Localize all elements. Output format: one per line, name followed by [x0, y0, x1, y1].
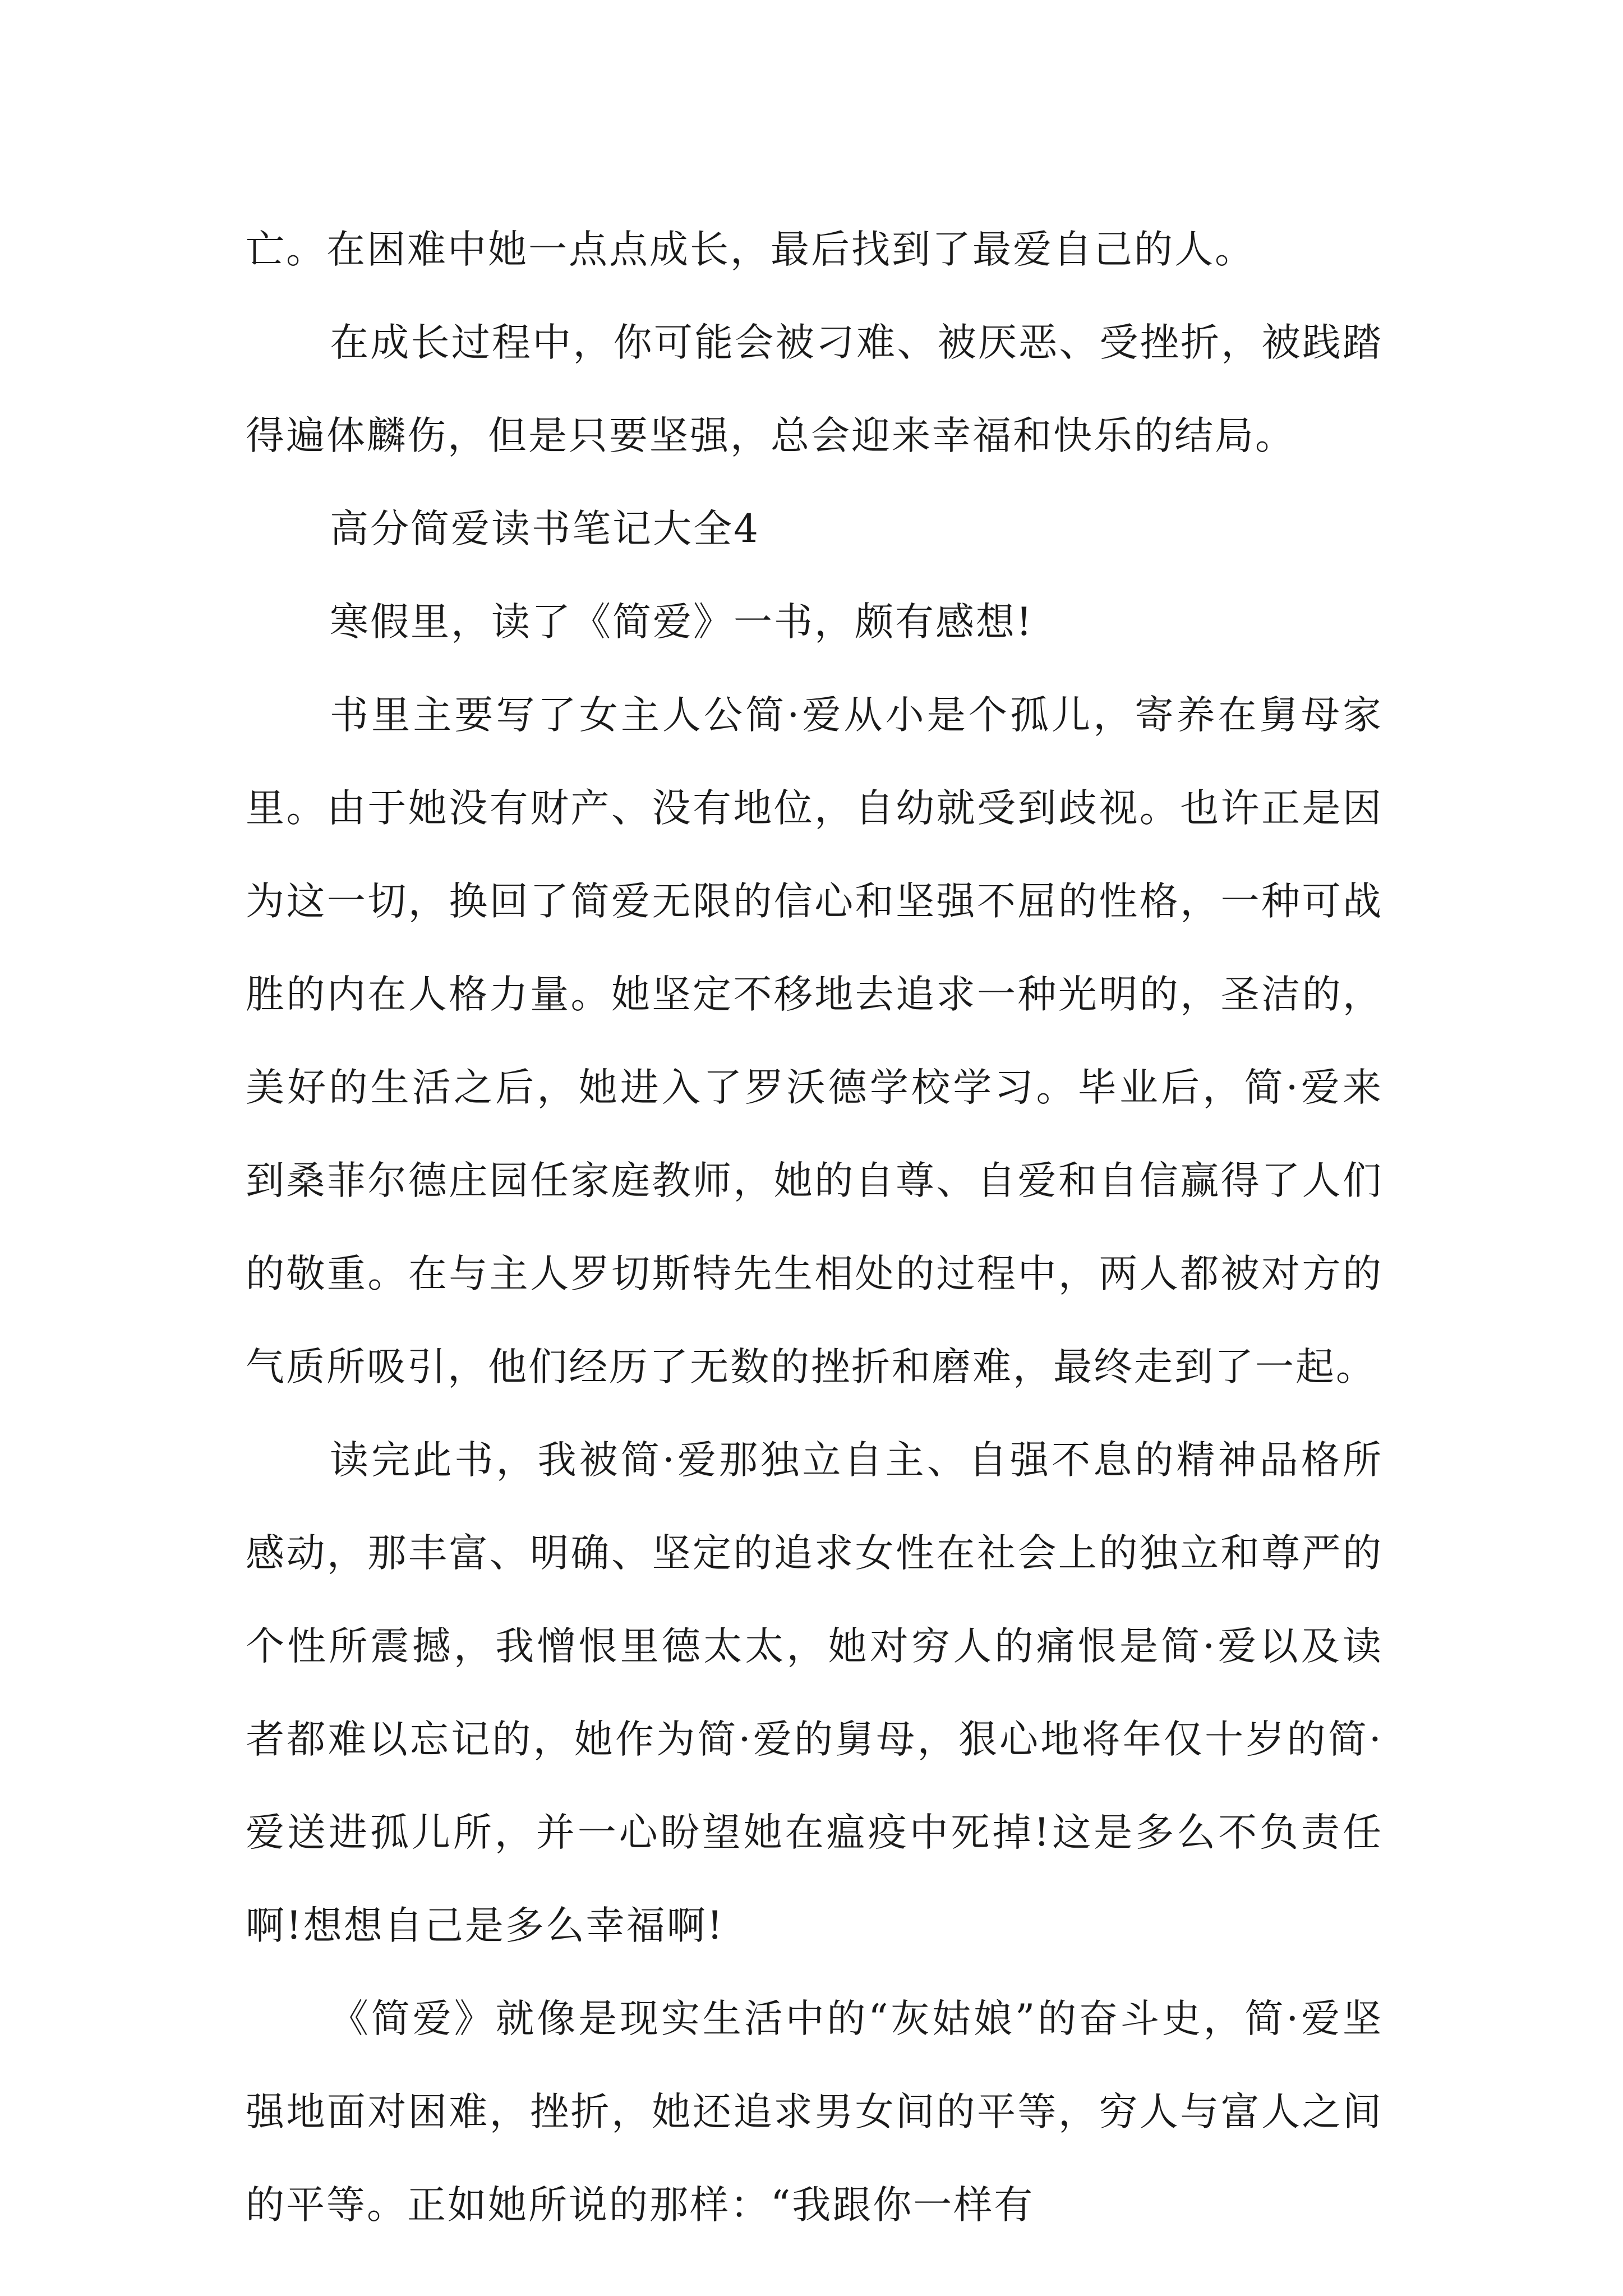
- document-body: [246, 203, 1383, 2252]
- paragraph-2: 在成长过程中，你可能会被刁难、被厌恶、受挫折，被践踏得遍体麟伤，但是只要坚强，总会迎来幸福和快乐的结局。: [246, 320, 1383, 458]
- paragraph-3: 寒假里，读了《简爱》一书，颇有感想!: [330, 600, 1034, 645]
- paragraph-4: 书里主要写了女主人公简·爱从小是个孤儿，寄养在舅母家里。由于她没有财产、没有地位，自幼就受到歧视。也许正是因为这一切，换回了简爱无限的信心和坚强不屈的性格，一种可战胜的内在人格力量。她坚定不移地去追求一种光明的，圣洁的，美好的生活之后，她进入了罗沃德学校学习。毕业后，简·爱来到桑菲尔德庄园任家庭教师，她的自尊、自爱和自信赢得了人们的敬重。在与主人罗切斯特先生相处的过程中，两人都被对方的气质所吸引，他们经历了无数的挫折和磨难，最终走到了一起。: [246, 693, 1383, 1389]
- paragraph-6: 《简爱》就像是现实生活中的“灰姑娘”的奋斗史，简·爱坚强地面对困难，挫折，她还追求男女间的平等，穷人与富人之间的平等。正如她所说的那样：“我跟你一样有: [246, 1996, 1383, 2228]
- paragraph-5: 读完此书，我被简·爱那独立自主、自强不息的精神品格所感动，那丰富、明确、坚定的追求女性在社会上的独立和尊严的个性所震撼，我憎恨里德太太，她对穷人的痛恨是简·爱以及读者都难以忘记的，她作为简·爱的舅母，狠心地将年仅十岁的简·爱送进孤儿所，并一心盼望她在瘟疫中死掉!这是多么不负责任啊!想想自己是多么幸福啊!: [246, 1438, 1383, 1948]
- section-heading: 高分简爱读书笔记大全4: [330, 507, 760, 551]
- paragraph-1: 亡。在困难中她一点点成长，最后找到了最爱自己的人。: [246, 227, 1255, 272]
